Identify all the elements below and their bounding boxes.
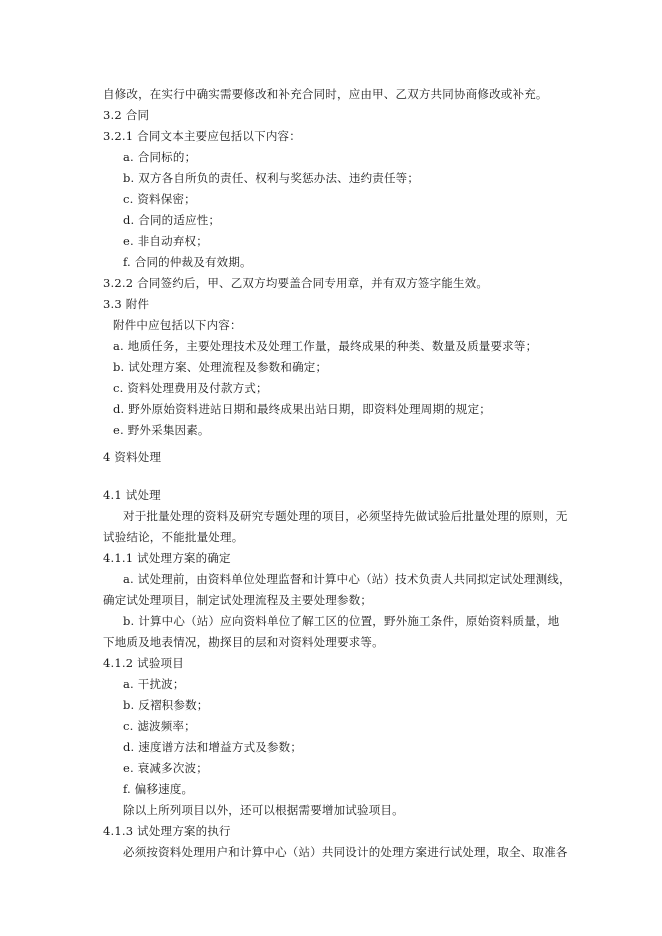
subsection-heading: 3.2.1 合同文本主要应包括以下内容： <box>103 129 301 143</box>
list-item: d. 速度谱方法和增益方式及参数； <box>123 740 303 754</box>
text-line: b. 计算中心（站）应向资料单位了解工区的位置，野外施工条件，原始资料质量，地 <box>123 614 560 628</box>
text-line: 附件中应包括以下内容： <box>113 318 242 332</box>
subsection-heading: 4.1.2 试验项目 <box>103 656 184 670</box>
list-item: e. 野外采集因素。 <box>113 423 210 437</box>
list-item: c. 资料保密； <box>123 192 196 206</box>
list-item: f. 合同的仲裁及有效期。 <box>123 255 252 269</box>
list-item: b. 双方各自所负的责任、权利与奖惩办法、违约责任等； <box>123 171 420 185</box>
list-item: b. 试处理方案、处理流程及参数和确定； <box>113 360 328 374</box>
text-line: a. 试处理前，由资料单位处理监督和计算中心（站）技术负责人共同拟定试处理测线， <box>123 572 571 586</box>
subsection-heading: 4.1.3 试处理方案的执行 <box>103 824 231 838</box>
text-line: 对于批量处理的资料及研究专题处理的项目，必须坚持先做试验后批量处理的原则，无 <box>123 509 568 523</box>
list-item: e. 衰减多次波； <box>123 761 208 775</box>
list-item: d. 合同的适应性； <box>123 213 221 227</box>
list-item: a. 合同标的； <box>123 150 197 164</box>
text-line: 确定试处理项目，制定试处理流程及主要处理参数； <box>103 593 373 607</box>
list-item: e. 非自动弃权； <box>123 234 208 248</box>
subsection-heading: 3.2.2 合同签约后，甲、乙双方均要盖合同专用章，并有双方签字能生效。 <box>103 276 489 290</box>
chapter-heading: 4 资料处理 <box>103 450 162 464</box>
text-line: 除以上所列项目以外，还可以根据需要增加试验项目。 <box>123 803 404 817</box>
list-item: a. 地质任务，主要处理技术及处理工作量，最终成果的种类、数量及质量要求等； <box>113 339 538 353</box>
text-line: 自修改，在实行中确实需要修改和补充合同时，应由甲、乙双方共同协商修改或补充。 <box>103 87 548 101</box>
section-heading: 3.3 附件 <box>103 297 150 311</box>
list-item: a. 干扰波； <box>123 677 185 691</box>
section-heading: 3.2 合同 <box>103 108 150 122</box>
text-line: 试验结论，不能批量处理。 <box>103 530 244 544</box>
section-heading: 4.1 试处理 <box>103 488 161 502</box>
list-item: c. 资料处理费用及付款方式； <box>113 381 268 395</box>
list-item: b. 反褶积参数； <box>123 698 209 712</box>
text-line: 必须按资料处理用户和计算中心（站）共同设计的处理方案进行试处理，取全、取准各 <box>123 845 568 859</box>
list-item: f. 偏移速度。 <box>123 782 194 796</box>
list-item: d. 野外原始资料进站日期和最终成果出站日期，即资料处理周期的规定； <box>113 402 491 416</box>
subsection-heading: 4.1.1 试处理方案的确定 <box>103 551 231 565</box>
list-item: c. 滤波频率； <box>123 719 196 733</box>
text-line: 下地质及地表情况，勘探目的层和对资料处理要求等。 <box>103 635 384 649</box>
